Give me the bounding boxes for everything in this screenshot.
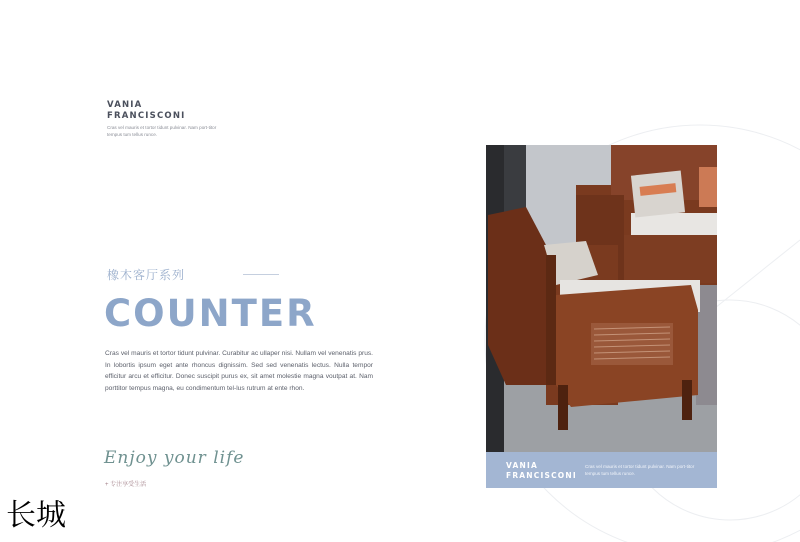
product-photo: [486, 145, 717, 452]
brand-subtitle: Cras vel mauris et tortor tidunt pulvinar. Nam port-titor tempus tum tellus runce.: [107, 125, 217, 137]
body-paragraph: Cras vel mauris et tortor tidunt pulvinar. Curabitur ac ullaper nisi. Nullam vel venenatis prus. In lobortis ipsum eget ante rhoncus dignissim. Sed sed venenatis lectus. Nulla tempor efficitur arcu et efficitur. Donec suscipit purus ex, sit amet molestie magna voutpat at. Nam porttitor tempus magna, eu condimentum tel-lus rutrum at ente rhon.: [105, 350, 373, 392]
caption-brand-name: VANIA FRANCISCONI: [506, 461, 577, 480]
series-label: 橡木客厅系列: [107, 268, 186, 282]
corner-watermark: 长城: [6, 498, 66, 533]
brand-block: [107, 100, 227, 138]
caption-subtitle: Cras vel mauris et tortor tidunt pulvinar. Nam port-titor tempus tum tellus runce.: [585, 464, 695, 476]
brand-name: VANIA FRANCISCONI: [107, 100, 186, 121]
divider-line: [243, 274, 279, 275]
sofa-illustration: [486, 145, 717, 452]
caption-bar: [486, 452, 717, 488]
script-slogan: Enjoy your life: [104, 448, 245, 468]
tagline: + 专注享受生活: [105, 482, 147, 488]
page-title: COUNTER: [104, 292, 317, 335]
